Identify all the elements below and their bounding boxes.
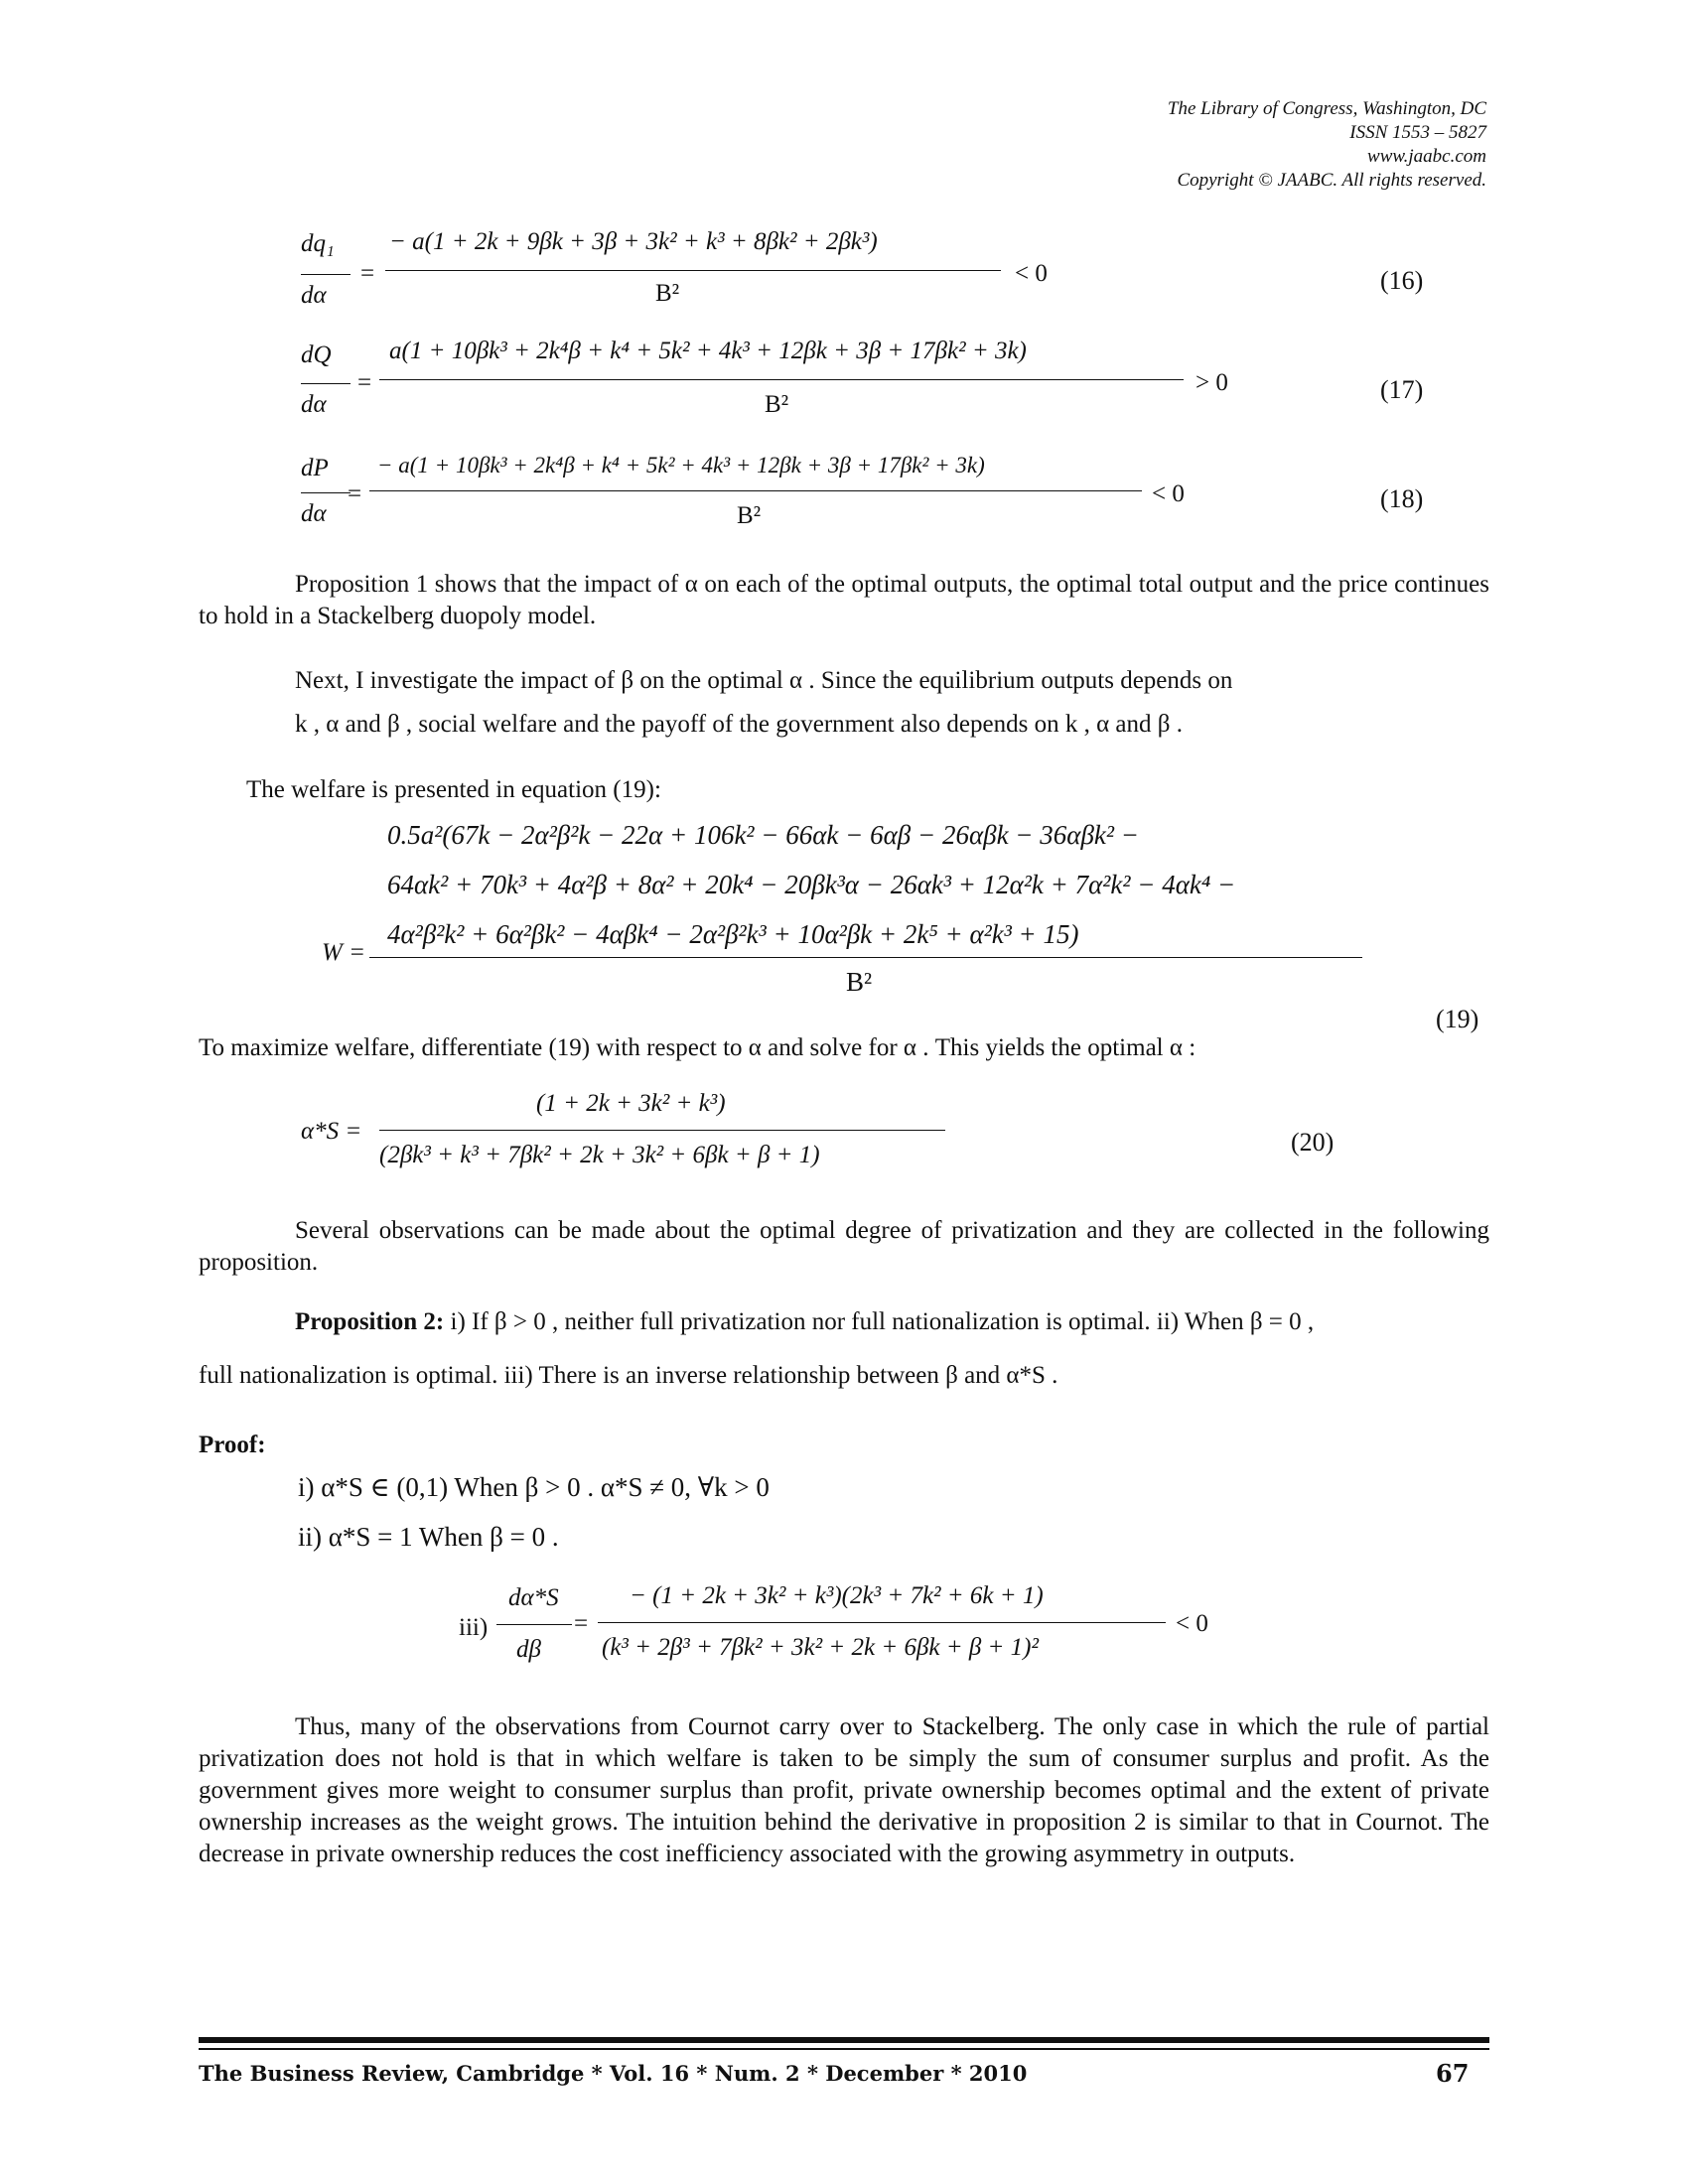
eq17-lhs-numerator: dQ [301, 341, 332, 368]
footer-rule-thick [199, 2037, 1489, 2043]
eq17-lhs-denominator: dα [301, 391, 327, 418]
eq16-lhs-fraction-bar [301, 274, 351, 275]
eq17-fraction-bar [379, 379, 1184, 380]
eq17-denominator: B² [765, 391, 789, 418]
paragraph-investigate-beta-line1: Next, I investigate the impact of β on the optimal α . Since the equilibrium outputs depends on [295, 667, 1233, 694]
proof-iii-numerator: − (1 + 2k + 3k² + k³)(2k³ + 7k² + 6k + 1) [630, 1582, 1044, 1609]
eq17-relation: > 0 [1196, 369, 1228, 396]
paragraph-investigate-beta-line2: k , α and β , social welfare and the payoff of the government also depends on k , α and β . [295, 711, 1183, 738]
eq16-relation: < 0 [1015, 260, 1048, 287]
eq18-lhs-denominator: dα [301, 500, 327, 527]
eq20-lhs: α*S = [301, 1118, 362, 1145]
eq18-number: (18) [1380, 484, 1424, 513]
proposition2-line1 [295, 1306, 1506, 1338]
eq16-number: (16) [1380, 266, 1424, 295]
footer-rule-thin [199, 2048, 1489, 2050]
eq17-number: (17) [1380, 375, 1424, 404]
eq18-numerator: − a(1 + 10βk³ + 2k⁴β + k⁴ + 5k² + 4k³ + 12βk + 3β + 17βk² + 3k) [377, 453, 985, 478]
proof-iii-fraction-bar [598, 1622, 1166, 1623]
proposition2-label: Proposition 2: [295, 1308, 445, 1335]
footer-page-number: 67 [1436, 2059, 1470, 2088]
eq16-denominator: B² [655, 280, 680, 307]
eq16-lhs-numerator: dq₁ [301, 230, 335, 257]
proof-iii-equals: = [574, 1610, 589, 1637]
eq16-equals: = [360, 260, 375, 287]
proposition2-part1: i) If β > 0 , neither full privatization nor full nationalization is optimal. ii) When β = 0 , [450, 1308, 1315, 1335]
proposition2-line2: full nationalization is optimal. iii) There is an inverse relationship between β and α*S . [199, 1362, 1058, 1389]
eq19-lhs: W = [322, 939, 365, 966]
proof-iii-denominator: (k³ + 2β³ + 7βk² + 3k² + 2k + 6βk + β + 1)² [602, 1634, 1040, 1661]
eq19-numerator-line1: 0.5a²(67k − 2α²β²k − 22α + 106k² − 66αk − 6αβ − 26αβk − 36αβk² − [387, 820, 1139, 850]
proof-iii-lhs-fraction-bar [496, 1624, 572, 1625]
eq16-lhs-denominator: dα [301, 282, 327, 309]
eq20-denominator: (2βk³ + k³ + 7βk² + 2k + 3k² + 6βk + β + 1) [379, 1142, 820, 1168]
eq19-numerator-line3: 4α²β²k² + 6α²βk² − 4αβk⁴ − 2α²β²k³ + 10α²βk + 2k⁵ + α²k³ + 15) [387, 919, 1079, 949]
eq18-equals: = [348, 480, 362, 507]
eq19-numerator-line2: 64αk² + 70k³ + 4α²β + 8α² + 20k⁴ − 20βk³α − 26αk³ + 12α²k + 7α²k² − 4αk⁴ − [387, 870, 1236, 899]
eq17-numerator: a(1 + 10βk³ + 2k⁴β + k⁴ + 5k² + 4k³ + 12βk + 3β + 17βk² + 3k) [389, 338, 1027, 364]
paragraph-proposition1-summary: Proposition 1 shows that the impact of α on each of the optimal outputs, the optimal total output and the price continues to hold in a Stackelberg duopoly model. [199, 571, 1489, 629]
header-line-2: ISSN 1553 – 5827 [1349, 122, 1486, 143]
eq18-relation: < 0 [1152, 480, 1185, 507]
eq19-number: (19) [1436, 1005, 1479, 1033]
footer-journal-citation: The Business Review, Cambridge * Vol. 16 * Num. 2 * December * 2010 [199, 2061, 1028, 2086]
eq17-lhs-fraction-bar [301, 383, 351, 384]
proof-part-i: i) α*S ∈ (0,1) When β > 0 . α*S ≠ 0, ∀k > 0 [298, 1472, 770, 1502]
eq18-denominator: B² [737, 502, 762, 529]
proof-part-iii-prefix: iii) [459, 1614, 489, 1641]
proof-label: Proof: [199, 1432, 266, 1458]
header-line-4: Copyright © JAABC. All rights reserved. [1177, 170, 1486, 191]
eq19-denominator: B² [846, 967, 873, 997]
eq19-fraction-bar [369, 957, 1362, 958]
paragraph-maximize-welfare: To maximize welfare, differentiate (19) with respect to α and solve for α . This yields the optimal α : [199, 1034, 1196, 1061]
paragraph-welfare-intro: The welfare is presented in equation (19): [246, 776, 661, 803]
eq18-fraction-bar [369, 490, 1142, 491]
eq20-numerator: (1 + 2k + 3k² + k³) [536, 1090, 726, 1117]
proof-iii-relation: < 0 [1176, 1610, 1208, 1637]
header-line-3: www.jaabc.com [1367, 146, 1486, 167]
eq20-fraction-bar [379, 1130, 945, 1131]
eq17-equals: = [357, 369, 372, 396]
paragraph-conclusion: Thus, many of the observations from Cournot carry over to Stackelberg. The only case in which the rule of partial privatization does not hold is that in which welfare is taken to be simply the sum of consumer surplus and profit. As the government gives more weight to consumer surplus than profit, private ownership becomes optimal and the extent of private ownership increases as the weight grows. The intuition behind the derivative in proposition 2 is similar to that in Cournot. The decrease in private ownership reduces the cost inefficiency associated with the growing asymmetry in outputs. [199, 1713, 1489, 1867]
paragraph-observations: Several observations can be made about the optimal degree of privatization and they are collected in the following proposition. [199, 1217, 1489, 1276]
eq18-lhs-numerator: dP [301, 455, 329, 481]
proof-iii-lhs-numerator: dα*S [508, 1584, 559, 1611]
eq20-number: (20) [1291, 1128, 1335, 1157]
proof-part-ii: ii) α*S = 1 When β = 0 . [298, 1522, 559, 1552]
proof-iii-lhs-denominator: dβ [516, 1636, 541, 1663]
eq16-fraction-bar [385, 270, 1001, 271]
eq16-numerator: − a(1 + 2k + 9βk + 3β + 3k² + k³ + 8βk² + 2βk³) [389, 228, 878, 255]
header-line-1: The Library of Congress, Washington, DC [1167, 98, 1486, 119]
eq18-lhs-fraction-bar [301, 492, 351, 493]
header-block [1168, 97, 1486, 193]
